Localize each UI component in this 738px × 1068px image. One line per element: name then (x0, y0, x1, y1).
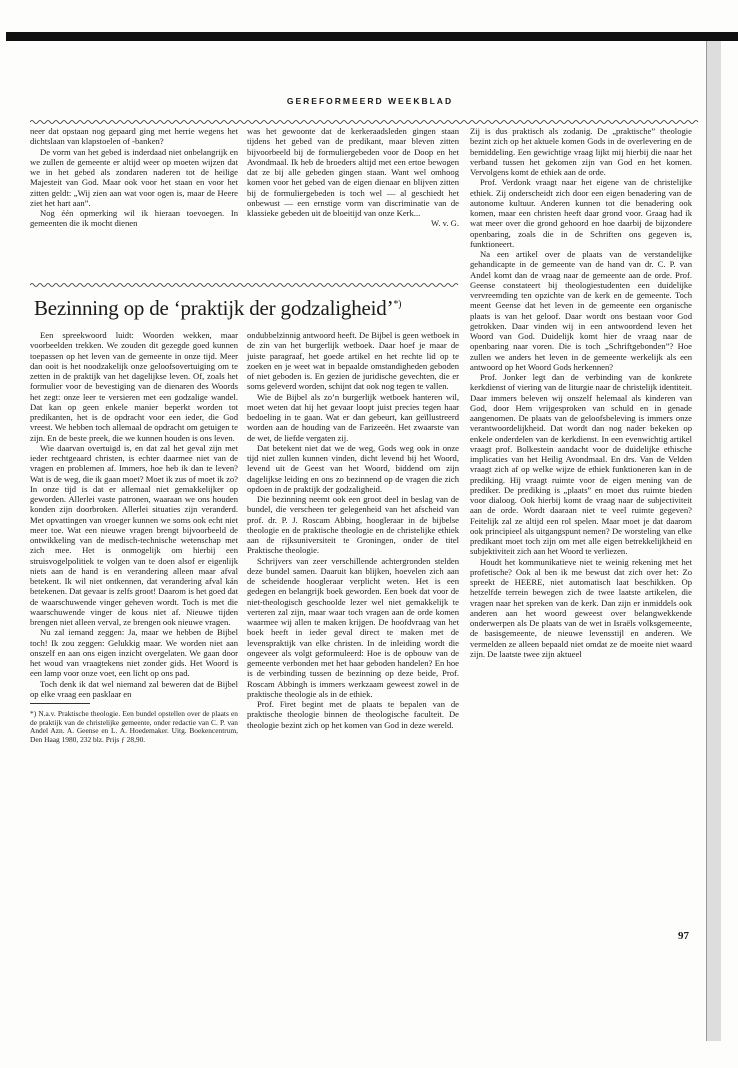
article-paragraph: Die bezinning neemt ook een groot deel in beslag van de bundel, die verscheen ter gelegenheid van het afscheid van prof. dr. P. J. Roscam Abbing, hoogleraar in de bijbelse theologie en de praktische theologie en de christelijke ethiek aan de rijksuniversiteit te Groningen, onder de titel Praktische theologie. (247, 494, 459, 556)
page-edge-shadow (706, 41, 721, 1041)
letter-signature: W. v. G. (430, 218, 459, 229)
article-paragraph: Na een artikel over de plaats van de verstandelijke gehandicapte in de gemeente van de hand van dr. C. P. van Andel komt dan de vraag naar de gemeente aan de orde. Prof. Geense constateert bij theologiestudenten een duidelijke vervreemding ten opzichte van de kerk en de gemeente. Toch meent Geense dat het leven in de gemeente een organische plaats is van het geloof. Daar wordt ons bestaan voor God getrokken. Daar vinden wij in een antwoordend leven het Woord van God. Duidelijk komt hier de vraag naar de openbaring naar voren. Die is toch „Schriftgebonden”? Hoe zullen we anders het leven in de gemeente werkelijk als een antwoord op het Woord Gods herkennen? (470, 249, 692, 372)
magazine-header: GEREFORMEERD WEEKBLAD (286, 96, 454, 106)
article-paragraph: Prof. Firet begint met de plaats te bepalen van de praktische theologie binnen de theologische faculteit. De theologie bezint zich op het komen van God in deze wereld. (247, 699, 459, 730)
article-paragraph: Wie daarvan overtuigd is, en dat zal het geval zijn met ieder rechtgeaard christen, is echter daarmee niet van de vragen en problemen af. Immers, hoe heb ik dan te leven? Wat is de weg, die ik gaan moet? Moet ik zus of moet ik zo? In onze tijd is dat er allemaal niet gemakkelijker op geworden. Allerlei vaste patronen, waaraan we ons houden konden zijn doorbroken. Allerlei situaties zijn veranderd. Met opvattingen van vroeger kunnen we soms ook echt niet meer toe. Wat een nieuwe vragen brengt bijvoorbeeld de ontwikkeling van de medisch-technische wetenschap met zich mee. Het is onmogelijk om hierbij een struisvogelpolitiek te volgen van te doen alsof er eigenlijk niets aan de hand is en verandering alleen maar afval betekent. Ik wil niet ontkennen, dat verandering afval kán betekenen. Dat gevaar is zelfs groot! Daarom is het goed dat de waarschuwende vinger geheven wordt. Toch is met die waarschuwende vinger de kous niet af. Nieuwe tijden brengen niet alleen verval, ze brengen ook nieuwe vragen. (30, 442, 238, 627)
header-wavy-rule (30, 119, 700, 125)
article-paragraph: Zij is dus praktisch als zodanig. De „praktische” theologie bezint zich op het aktuele komen Gods in de overlevering en de bemiddeling. Een gewichtige vraag lijkt mij hierbij die naar het verband tussen het gekomen zijn van God en het komen. Vervolgens komt de ethiek aan de orde. (470, 126, 692, 177)
article-paragraph: ondubbelzinnig antwoord heeft. De Bijbel is geen wetboek in de zin van het burgerlijk wetboek. Daar hoef je maar de juiste paragraaf, het goede artikel en het rechte lid op te zoeken en je weet wat in bepaalde omstandigheden geboden of niet geboden is. En gezien de juridische gevechten, die er soms geleverd worden, schijnt dat ook nog tegen te vallen. (247, 330, 459, 392)
letter-column-1 (30, 126, 238, 229)
article-paragraph: Houdt het kommunikatieve niet te weinig rekening met het profetische? Ook al ben ik me bewust dat zich over het: Zo spreekt de HEERE, niet automatisch laat beschikken. Op hetzelfde terrein bewegen zich de twee laatste artikelen, die vragen naar het spreken van de kerk. Dan zijn er inmiddels ook anderen aan het woord geweest over belangwekkende onderwerpen als De plaats van de wet in Israëls volksgemeente, de basisgemeente, de nieuwe levensstijl en anderen. We vermelden ze alleen bepaald niet omdat ze de moeite niet waard zijn. De laatste twee zijn aktueel (470, 556, 692, 659)
top-black-bar (6, 32, 738, 41)
article-paragraph: Wie de Bijbel als zo’n burgerlijk wetboek hanteren wil, moet weten dat hij het gevaar loopt juist precies tegen haar bedoeling in te gaan. Wat er dan gebeurt, kan geïllustreerd worden aan de houding van de Farizeeën. Het zwaarste van de wet, de liefde vergaten zij. (247, 391, 459, 443)
article-paragraph: Een spreekwoord luidt: Woorden wekken, maar voorbeelden trekken. We zouden dit gezegde goed kunnen toepassen op het leven van de gemeente in onze tijd. Meer dan ooit is het noodzakelijk onze geloofsovertuiging om te zetten in de praktijk van het dagelijkse leven. Of, zoals het formulier voor de bevestiging van de dienaren des Woords het zegt: onze leer te versieren met een godzalige wandel. Dat kan op geen enkele manier beperkt worden tot predikanten, het is de opdracht voor een ieder, die God vreest. We hebben toch allemaal de opdracht om getuigen te zijn. En de beste preek, die we kunnen houden is ons leven. (30, 330, 238, 443)
page-number: 97 (678, 930, 689, 942)
letter-column-2 (247, 126, 459, 229)
article-paragraph: Schrijvers van zeer verschillende achtergronden stelden deze bundel samen. Daaruit kan blijken, hoevelen zich aan de scheidende hoogleraar verplicht weten. Het is een gedegen en belangrijk boek geworden. Een boek dat voor de niet-theologisch geschoolde lezer wel niet gemakkelijk te verteren zal zijn, maar waar toch vragen aan de orde komen waarmee wij allen te maken krijgen. De hoofdvraag van het boek heeft in ieder geval direct te maken met de levenspraktijk van elke christen. In de inleiding wordt die ongeveer als volgt geformuleerd: Hoe is de opbouw van de gemeente verbonden met het haar geboden handelen? En hoe is de verbinding tussen de bezinning op deze beide, Prof. Roscam Abbingh is immers werkzaam geweest zowel in de praktische theologie als in de ethiek. (247, 555, 459, 699)
title-footnote-mark: *) (393, 299, 402, 310)
letter-paragraph: neer dat opstaan nog gepaard ging met herrie wegens het dichtslaan van klapstoelen of -banken? (30, 126, 238, 147)
article-paragraph: Toch denk ik dat wel niemand zal beweren dat de Bijbel op elke vraag een pasklaar en (30, 678, 238, 699)
letter-paragraph: De vorm van het gebed is inderdaad niet onbelangrijk en we zullen de gemeente er altijd weer op moeten wijzen dat we in het gebed als zondaren naderen tot de heilige Majesteit van God. Maar ook voor het staan en voor het zitten geldt: „Wij zien aan wat voor ogen is, maar de Heere ziet het hart aan”. (30, 146, 238, 208)
article-paragraph: Prof. Jonker legt dan de verbinding van de konkrete kerkdienst of viering van de liturgie naar de christelijk identiteit. Daar immers beleven wij onszelf helemaal als kinderen van God, door Hem vrijgesproken van schuld en in genade aangenomen. De plaats van de geloofsbeleving is immers onze verantwoordelijkheid. Dat wordt dan nog nader bekeken op enkele onderdelen van de kerkdienst. In een evenwichtig artikel vraagt prof. Bolkestein aandacht voor de duidelijke ethische implicaties van het Heilig Avondmaal. En drs. Van de Velden vraagt zich af op welke wijze de ethiek funktioneren kan in de prediking. Hij vraagt ruimte voor de eigen mening van de prediker. De prediking is „plaats” en moet dus ruimte bieden voor dialoog. Ook hierbij komt de vraag naar de subjectiviteit aan de orde. Wordt daaraan niet te veel ruimte gegeven? Feitelijk zal ze altijd een rol spelen. Maar moet je dat daarom ook principieel als uitgangspunt nemen? De worsteling van elke predikant moet toch zijn om met alle eigen betrekkelijkheid en subjektiviteit zich aan het Woord te verliezen. (470, 372, 692, 557)
article-column-2 (247, 330, 459, 730)
footnote-rule (30, 703, 90, 704)
article-title (34, 296, 474, 321)
article-column-3 (470, 126, 692, 659)
article-title-text: Bezinning op de ‘praktijk der godzaligheid’ (34, 296, 394, 320)
article-paragraph: Prof. Verdonk vraagt naar het eigene van de christelijke ethiek. Zij onderscheidt zich door een eigen benadering van de autonome kultuur. Anderen kunnen tot die benadering ook komen, maar een christen heeft daar grond voor. Graag had ik wat meer over die grond gehoord en hoe daarbij de bijzondere openbaring, zoals die in de Schriften ons gegeven is, funktioneert. (470, 177, 692, 249)
article-paragraph: Nu zal iemand zeggen: Ja, maar we hebben de Bijbel toch! Ik zou zeggen: Gelukkig maar. We worden niet aan onszelf en aan ons eigen inzicht overgelaten. We gaan door het woud van vraagtekens niet zonder gids. Het Woord is een lamp voor onze voet, een licht op ons pad. (30, 627, 238, 679)
letter-paragraph: Nog één opmerking wil ik hieraan toevoegen. In gemeenten die ik mocht dienen (30, 208, 238, 229)
section-wavy-rule (30, 282, 460, 288)
article-column-1 (30, 330, 238, 744)
letter-paragraph: was het gewoonte dat de kerkeraadsleden gingen staan tijdens het gebed van de predikant, maar bleven zitten bijvoorbeeld bij de formuliergebeden voor de Doop en het Avondmaal. Ik heb de broeders altijd met een ertoe bewogen dat ze bij alle gebeden gingen staan. Want wel omhoog komen voor het gebed van de eigen dienaar en blijven zitten bij de formuliergebeden is toch wel — al geschiedt het onbewust — een ernstige vorm van discriminatie van de klassieke gebeden uit de bloeitijd van onze Kerk... (247, 126, 459, 218)
footnote: *) N.a.v. Praktische theologie. Een bundel opstellen over de plaats en de praktijk van de christelijke gemeente, onder redactie van C. P. van Andel Azn. A. Geense en L. A. Hoedemaker. Uitg. Boekencentrum, Den Haag 1980, 232 blz. Prijs ƒ 28,90. (30, 709, 238, 744)
article-paragraph: Dat betekent niet dat we de weg, Gods weg ook in onze tijd niet zullen kunnen vinden, dicht levend bij het Woord, levend uit de Geest van het Woord, biddend om zijn dagelijkse leiding en ons zo bezinnend op de vragen die zich opdoen in de praktijk der godzaligheid. (247, 442, 459, 494)
